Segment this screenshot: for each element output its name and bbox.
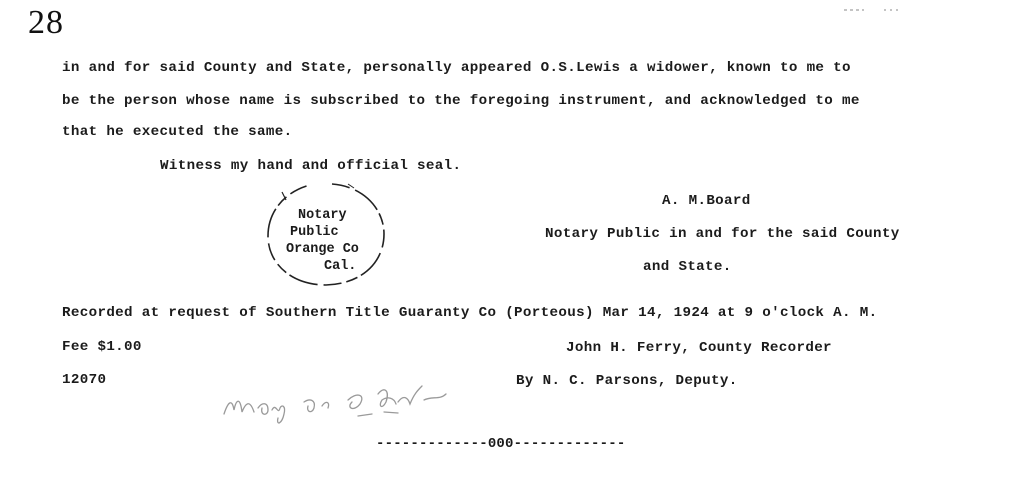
witness-statement: Witness my hand and official seal. [160,158,462,174]
handwritten-signature [218,372,478,432]
seal-line-3: Orange Co [286,242,359,257]
closing-separator: -------------000------------- [376,436,626,452]
document-number: 12070 [62,372,107,388]
signature-icon [218,372,478,432]
notary-title-line-1: Notary Public in and for the said County [545,226,900,242]
recording-fee: Fee $1.00 [62,339,142,355]
seal-line-4: Cal. [324,259,357,274]
acknowledgment-line-1: in and for said County and State, personally appeared O.S.Lewis a widower, known to me to [62,60,851,76]
scan-mark-icon [844,9,904,13]
acknowledgment-line-3: that he executed the same. [62,124,293,140]
seal-line-2: Public [290,225,339,240]
page-number: 28 [28,4,64,41]
deputy-line: By N. C. Parsons, Deputy. [516,373,738,389]
notary-name: A. M.Board [662,193,751,209]
county-recorder: John H. Ferry, County Recorder [566,340,832,356]
scan-mark [844,0,904,4]
seal-line-1: Notary [298,208,347,223]
notary-title-line-2: and State. [643,259,732,275]
notary-seal [262,180,388,288]
recording-request-line: Recorded at request of Southern Title Guaranty Co (Porteous) Mar 14, 1924 at 9 o'clock A. M. [62,305,878,321]
acknowledgment-line-2: be the person whose name is subscribed to the foregoing instrument, and acknowledged to me [62,93,860,109]
